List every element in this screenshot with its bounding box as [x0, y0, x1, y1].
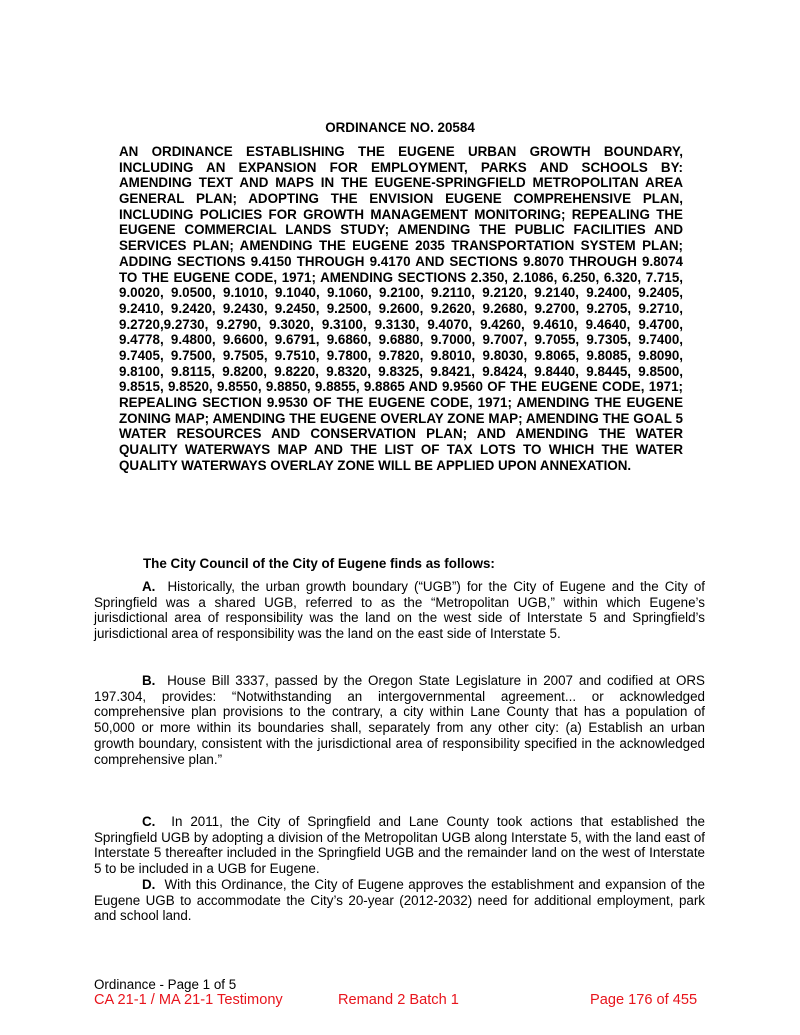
ordinance-title: ORDINANCE NO. 20584: [325, 120, 475, 135]
paragraph-text: With this Ordinance, the City of Eugene approves the establishment and expansion of the Eugene UGB to accommodate the City’s 20-year (2012-2032) need for additional employment, park and school land.: [94, 877, 705, 924]
findings-intro: The City Council of the City of Eugene finds as follows:: [143, 556, 495, 571]
page-count-stamp: Page 176 of 455: [590, 992, 698, 1008]
paragraph-letter: B.: [142, 673, 156, 688]
paragraph-letter: C.: [142, 814, 156, 829]
paragraph-text: House Bill 3337, passed by the Oregon State Legislature in 2007 and codified at ORS 197.304, provides: “Notwithstanding an intergovernmental agreement... or acknowledged comprehensive plan provisions to the contrary, a city within Lane County that has a population of 50,000 or more within its boundaries shall, separately from any other city: (a) Establish an urban growth boundary, consistent with the jurisdictional area of responsibility specified in the acknowledged comprehensive plan.”: [94, 673, 705, 767]
paragraph-letter: A.: [142, 579, 156, 594]
finding-paragraph-c: [94, 814, 705, 877]
ordinance-caption: AN ORDINANCE ESTABLISHING THE EUGENE URBAN GROWTH BOUNDARY, INCLUDING AN EXPANSION FOR EMPLOYMENT, PARKS AND SCHOOLS BY: AMENDING TEXT AND MAPS IN THE EUGENE-SPRINGFIELD METROPOLITAN AREA GENERAL PLAN; ADOPTING THE ENVISION EUGENE COMPREHENSIVE PLAN, INCLUDING POLICIES FOR GROWTH MANAGEMENT MONITORING; REPEALING THE EUGENE COMMERCIAL LANDS STUDY; AMENDING THE PUBLIC FACILITIES AND SERVICES PLAN; AMENDING THE EUGENE 2035 TRANSPORTATION SYSTEM PLAN; ADDING SECTIONS 9.4150 THROUGH 9.4170 AND SECTIONS 9.8070 THROUGH 9.8074 TO THE EUGENE CODE, 1971; AMENDING SECTIONS 2.350, 2.1086, 6.250, 6.320, 7.715, 9.0020, 9.0500, 9.1010, 9.1040, 9.1060, 9.2100, 9.2110, 9.2120, 9.2140, 9.2400, 9.2405, 9.2410, 9.2420, 9.2430, 9.2450, 9.2500, 9.2600, 9.2620, 9.2680, 9.2700, 9.2705, 9.2710, 9.2720,9.2730, 9.2790, 9.3020, 9.3100, 9.3130, 9.4070, 9.4260, 9.4610, 9.4640, 9.4700, 9.4778, 9.4800, 9.6600, 9.6791, 9.6860, 9.6880, 9.7000, 9.7007, 9.7055, 9.7305, 9.7400, 9.7405, 9.7500, 9.7505, 9.7510, 9.7800, 9.7820, 9.8010, 9.8030, 9.8065, 9.8085, 9.8090, 9.8100, 9.8115, 9.8200, 9.8220, 9.8320, 9.8325, 9.8421, 9.8424, 9.8440, 9.8445, 9.8500, 9.8515, 9.8520, 9.8550, 9.8850, 9.8855, 9.8865 AND 9.9560 OF THE EUGENE CODE, 1971; REPEALING SECTION 9.9530 OF THE EUGENE CODE, 1971; AMENDING THE EUGENE ZONING MAP; AMENDING THE EUGENE OVERLAY ZONE MAP; AMENDING THE GOAL 5 WATER RESOURCES AND CONSERVATION PLAN; AND AMENDING THE WATER QUALITY WATERWAYS MAP AND THE LIST OF TAX LOTS TO WHICH THE WATER QUALITY WATERWAYS OVERLAY ZONE WILL BE APPLIED UPON ANNEXATION.: [119, 144, 683, 473]
paragraph-text: In 2011, the City of Springfield and Lane County took actions that established the Springfield UGB by adopting a division of the Metropolitan UGB along Interstate 5, with the land east of Interstate 5 thereafter included in the Springfield UGB and the remainder land on the west of Interstate 5 to be included in a UGB for Eugene.: [94, 814, 705, 877]
paragraph-letter: D.: [142, 877, 156, 892]
page-footer: Ordinance - Page 1 of 5: [94, 977, 237, 992]
paragraph-text: Historically, the urban growth boundary (“UGB”) for the City of Eugene and the City of Springfield was a shared UGB, referred to as the “Metropolitan UGB,” within which Eugene’s jurisdictional area of responsibility was the land on the west side of Interstate 5 and Springfield’s jurisdictional area of responsibility was the land on the east side of Interstate 5.: [94, 579, 705, 642]
finding-paragraph-b: [94, 673, 705, 767]
finding-paragraph-d: [94, 877, 705, 924]
finding-paragraph-a: [94, 579, 705, 642]
batch-stamp: Remand 2 Batch 1: [338, 992, 459, 1008]
testimony-case-stamp: CA 21-1 / MA 21-1 Testimony: [94, 992, 283, 1008]
